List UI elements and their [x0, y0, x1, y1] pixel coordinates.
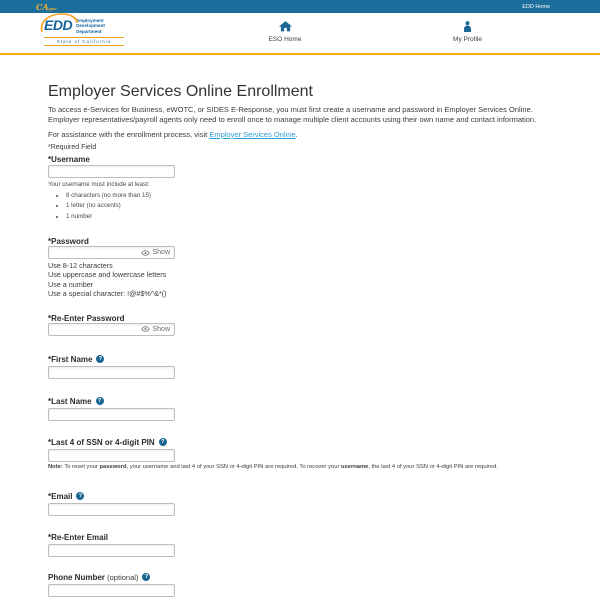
ssn-pin-label: *Last 4 of SSN or 4-digit PIN — [48, 437, 155, 447]
edd-logo-lines — [76, 18, 105, 34]
password-rule: Use a special character: !@#$%^&*() — [48, 288, 167, 298]
note-label: Note: — [48, 463, 63, 470]
site-header — [0, 13, 600, 55]
nav-my-profile[interactable] — [420, 20, 515, 43]
password-input-combo — [48, 246, 175, 259]
edd-line-employment: Employment — [76, 18, 104, 23]
reenter-password-show-label: Show — [152, 325, 170, 333]
username-hint-title: Your username must include at least: — [48, 180, 150, 188]
first-name-help-icon[interactable] — [96, 355, 104, 363]
person-icon — [463, 20, 472, 32]
username-hint-item: • 8 characters (no more than 15) — [66, 191, 552, 202]
employer-services-online-link[interactable]: Employer Services Online — [209, 129, 296, 139]
last-name-input[interactable] — [48, 408, 175, 421]
help-glyph: ? — [78, 493, 83, 500]
last-name-field-group — [48, 397, 552, 421]
username-hint-list — [66, 191, 552, 223]
phone-input[interactable] — [48, 584, 175, 597]
reenter-email-input[interactable] — [48, 544, 175, 557]
password-show-button[interactable] — [139, 247, 174, 258]
password-rules — [48, 261, 552, 298]
edd-home-link[interactable]: EDD Home — [522, 3, 550, 10]
help-glyph: ? — [144, 574, 149, 581]
reenter-email-label: *Re-Enter Email — [48, 532, 109, 542]
phone-label: Phone Number (optional) — [48, 572, 139, 582]
eye-icon — [141, 326, 150, 332]
password-rule: Use uppercase and lowercase letters — [48, 270, 167, 280]
last-name-help-icon[interactable] — [96, 397, 104, 405]
assistance-prefix: For assistance with the enrollment process, visit — [48, 129, 210, 139]
reenter-email-field-group — [48, 533, 552, 557]
phone-help-icon[interactable] — [142, 573, 150, 581]
assistance-suffix: . — [295, 129, 298, 139]
help-glyph: ? — [97, 398, 102, 405]
help-glyph: ? — [98, 356, 103, 363]
reenter-password-label: *Re-Enter Password — [48, 313, 125, 323]
reenter-password-show-button[interactable] — [139, 324, 174, 335]
email-help-icon[interactable] — [76, 492, 84, 500]
reenter-password-field-group — [48, 314, 552, 336]
assistance-text — [48, 130, 552, 140]
password-rule: Use 8-12 characters — [48, 261, 113, 271]
intro-text: To access e-Services for Business, eWOTC, or SIDES E-Response, you must first create a username and password in Employer Services Online. Employer representatives/payroll agents only need to enroll once to manage multiple client accounts using their own name and contact information. — [48, 105, 537, 124]
password-field-group — [48, 237, 552, 298]
password-input[interactable] — [49, 247, 139, 258]
ca-gov-suffix: .gov — [47, 5, 57, 11]
ca-gov-logo[interactable] — [36, 3, 57, 11]
username-field-group — [48, 155, 552, 223]
phone-optional-label: (optional) — [107, 572, 139, 582]
edd-state-of-california: State of California — [44, 37, 124, 46]
reenter-password-input-combo — [48, 323, 175, 336]
ssn-pin-field-group — [48, 438, 552, 471]
main-content — [0, 82, 600, 597]
ssn-pin-help-icon[interactable] — [159, 438, 167, 446]
email-input[interactable] — [48, 503, 175, 516]
ssn-pin-input[interactable] — [48, 449, 175, 462]
nav-eso-home-label: ESO Home — [268, 36, 302, 43]
email-label: *Email — [48, 491, 73, 501]
password-show-label: Show — [152, 249, 170, 257]
reenter-password-input[interactable] — [49, 324, 139, 335]
phone-field-group — [48, 573, 552, 597]
email-field-group — [48, 492, 552, 516]
required-field-note: *Required Field — [48, 143, 97, 151]
username-label: *Username — [48, 154, 90, 164]
edd-logo[interactable] — [44, 17, 124, 46]
ssn-pin-note: Note: To reset your password, your username and last 4 of your SSN or 4-digit PIN are required. To recover your username, the last 4 of your SSN or 4-digit PIN are required. — [48, 463, 498, 470]
first-name-input[interactable] — [48, 366, 175, 379]
username-hint-item: • 1 number — [66, 212, 552, 223]
last-name-label: *Last Name — [48, 396, 92, 406]
eye-icon — [141, 250, 150, 256]
first-name-label: *First Name — [48, 354, 93, 364]
page-title: Employer Services Online Enrollment — [48, 83, 313, 100]
username-input[interactable] — [48, 165, 175, 178]
edd-line-development: Development — [76, 23, 105, 29]
ca-gov-text: CA — [36, 1, 49, 12]
home-icon — [279, 20, 292, 32]
help-glyph: ? — [161, 439, 165, 446]
edd-line-department: Department — [76, 28, 102, 34]
top-utility-bar — [0, 0, 600, 13]
first-name-field-group — [48, 355, 552, 379]
username-hint-item: • 1 letter (no accents) — [66, 201, 552, 212]
nav-eso-home[interactable] — [240, 20, 330, 43]
edd-acronym: EDD — [44, 17, 73, 33]
nav-my-profile-label: My Profile — [453, 36, 482, 43]
password-label: *Password — [48, 237, 89, 247]
password-rule: Use a number — [48, 279, 94, 289]
